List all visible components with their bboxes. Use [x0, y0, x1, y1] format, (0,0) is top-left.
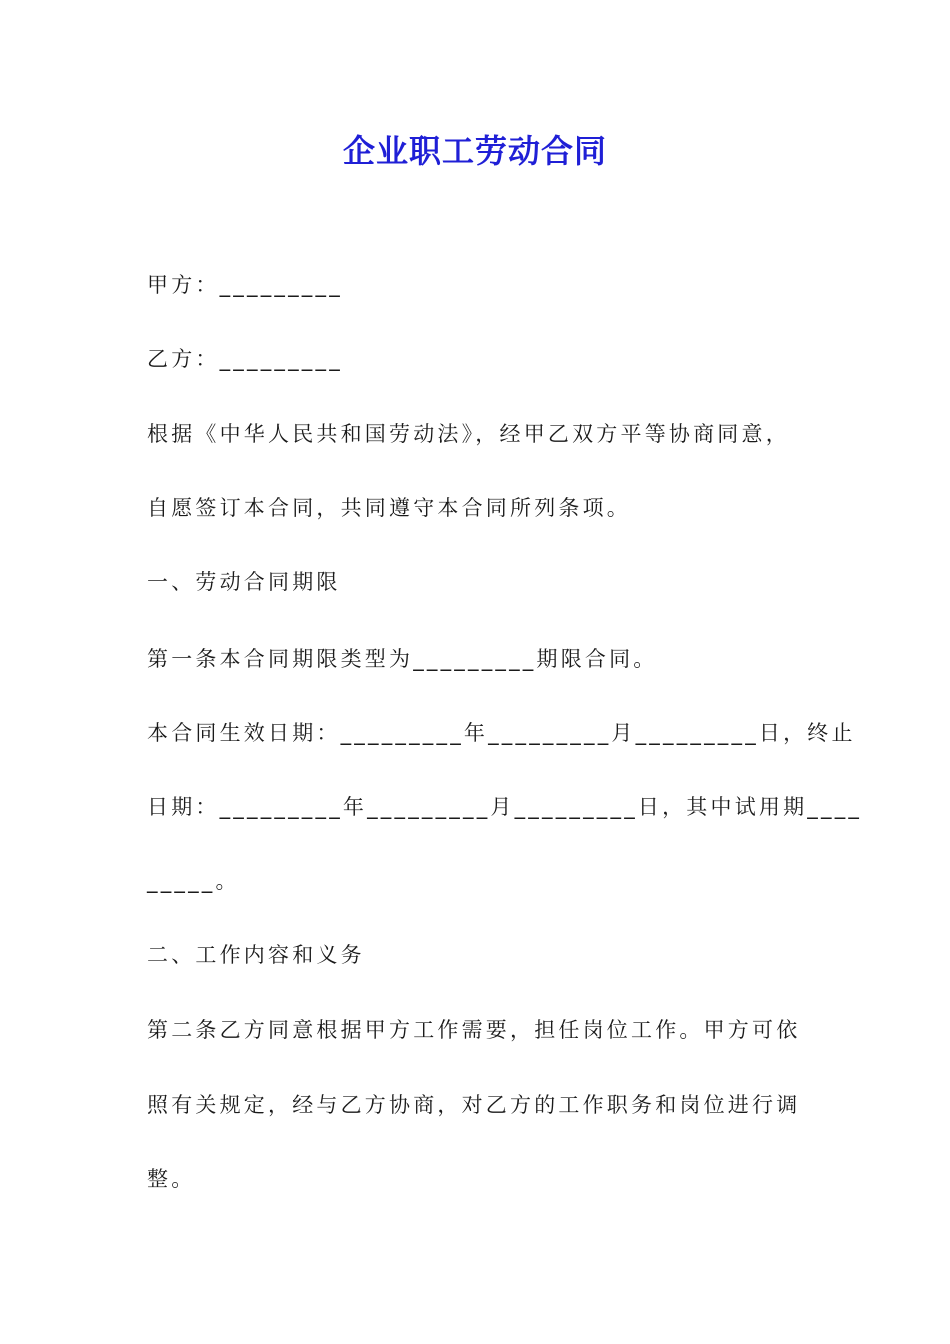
- article-2-line-1: 第二条乙方同意根据甲方工作需要，担任岗位工作。甲方可依: [147, 1018, 801, 1042]
- party-a-line: 甲方：_________: [147, 273, 343, 297]
- end-date-line: 日期：_________年_________月_________日，其中试用期____: [147, 795, 863, 819]
- document-title: 企业职工劳动合同: [342, 132, 607, 170]
- preamble-line-2: 自愿签订本合同，共同遵守本合同所列条项。: [147, 496, 631, 520]
- effective-date-line: 本合同生效日期：_________年_________月_________日，终止: [147, 721, 856, 745]
- section-1-heading: 一、劳动合同期限: [147, 570, 341, 594]
- article-2-line-3: 整。: [147, 1167, 196, 1191]
- article-2-line-2: 照有关规定，经与乙方协商，对乙方的工作职务和岗位进行调: [147, 1093, 801, 1117]
- section-2-heading: 二、工作内容和义务: [147, 943, 365, 967]
- party-b-line: 乙方：_________: [147, 347, 343, 371]
- probation-line: _____。: [147, 869, 240, 893]
- preamble-line-1: 根据《中华人民共和国劳动法》，经甲乙双方平等协商同意，: [147, 422, 790, 446]
- article-1-line: 第一条本合同期限类型为_________期限合同。: [147, 647, 658, 671]
